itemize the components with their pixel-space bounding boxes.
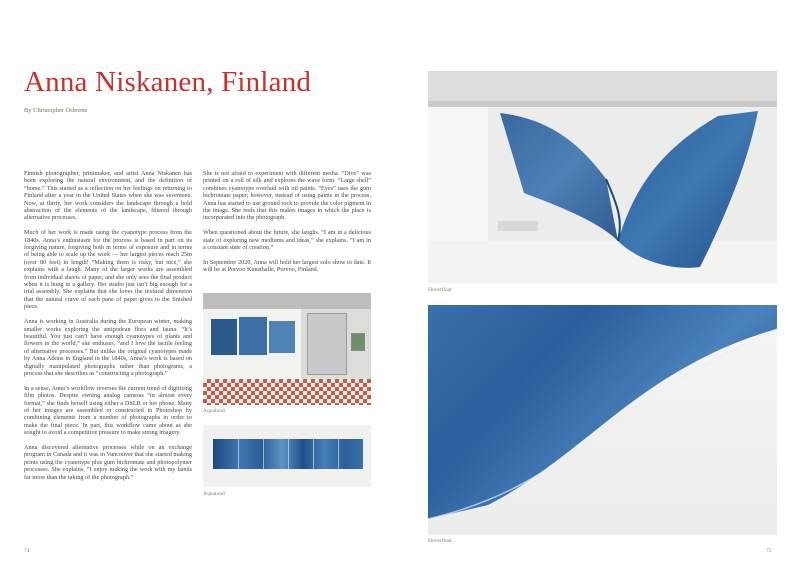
paragraph: When questioned about the future, she laughs. “I am in a delicious state of exploring new mediums and ideas,” she explains. “I am in a constant state of creation.” bbox=[203, 229, 371, 252]
curved-cyanotype-closeup bbox=[428, 305, 777, 535]
paragraph: Finnish photographer, printmaker, and artist Anna Niskanen has been exploring the natural environment, and the definition of “home.” This started as a reflection on her feelings on returning to Finland after a year in the United States when she was seventeen. Now, at thirty, her work considers the landscape through a bold abstraction of the elements of the landscape, filtered through alternative processes. bbox=[24, 170, 192, 222]
body-column-1 bbox=[24, 170, 192, 488]
photo-caption: Aqualoud bbox=[203, 491, 225, 497]
hanging-cyanotype-shape bbox=[428, 71, 777, 283]
body-column-2 bbox=[203, 170, 371, 281]
gallery-photo-aqualoud-strip bbox=[203, 425, 371, 487]
article-byline: By Christopher Osborne bbox=[24, 107, 88, 114]
page-number-right: 75 bbox=[766, 548, 772, 554]
paragraph: In a sense, Anna’s workflow reverses the current trend of digitizing film photos. Despite owning analog cameras “in almost every format,” she finds herself using either a DSLR or her phone. Many of her images are assembled or constructed in Photoshop by combining elements from a number of photographs in order to make the final piece. In part, this workflow came about as she sought to avoid a competitive pressure to make strong imagery. bbox=[24, 384, 192, 437]
paragraph: In September 2020, Anna will hold her largest solo show to date. It will be at Porvoo Kunsthalle, Porvoo, Finland. bbox=[203, 258, 371, 274]
gallery-photo-hoverfloat-installation bbox=[428, 71, 777, 283]
paragraph: Much of her work is made using the cyanotype process from the 1840s. Anna’s enthusiasm for the process is based in part on its forgiving nature, forgiving both in terms of exposure and in terms of being able to scale up the work — her largest pieces reach 25m (over 80 feet) in length! “Making them is risky, but nice,” she explains with a laugh. Many of the larger works are assembled from individual sheets of paper, and she only sees the final product when it is hung in a gallery. Her studio just isn’t big enough for a trial assembly. She explains that she loves the textural dimension that the natural curve of each pane of paper gives to the finished piece. bbox=[24, 229, 192, 311]
page-number-left: 74 bbox=[24, 548, 30, 554]
photo-caption: Aqualoud bbox=[203, 408, 225, 414]
article-title: Anna Niskanen, Finland bbox=[24, 66, 312, 98]
photo-caption: Hoverfloat bbox=[428, 287, 452, 293]
gallery-photo-aqualoud-room bbox=[203, 293, 371, 405]
paragraph: She is not afraid to experiment with different media. “Dive” was printed on a roll of silk and explores the wave form. “Large shell” combines cyanotype overlaid with oil paints. “Eyes” uses the gum bichromate paper; however, instead of using paints in the process, Anna has started to use ground rock to provide the color pigment in the image. She feels that this makes images in which the place is incorporated into the photograph. bbox=[203, 170, 371, 222]
gallery-photo-hoverfloat-closeup bbox=[428, 305, 777, 535]
photo-caption: Hoverfloat bbox=[428, 538, 452, 544]
paragraph: Anna is working in Australia during the European winter, making smaller works exploring the antipodean flora and fauna. “It’s beautiful. You just can’t have enough cyanotypes of plants and flowers in the world,” she enthuses, “and I love the tactile feeling of alternative processes.” But unlike the original cyanotypes made by Anna Atkins in England in the 1840s, Anna’s work is based on digitally manipulated photographs rather than photograms, a process that she describes as “constructing a photograph.” bbox=[24, 318, 192, 377]
paragraph: Anna discovered alternative processes while on an exchange program in Canada and it was in Vancouver that she started making prints using the cyanotype plus gum bichromate and photopolymer processes. She explains, “I enjoy making the work with my hands far more than the taking of the photograph.” bbox=[24, 443, 192, 481]
